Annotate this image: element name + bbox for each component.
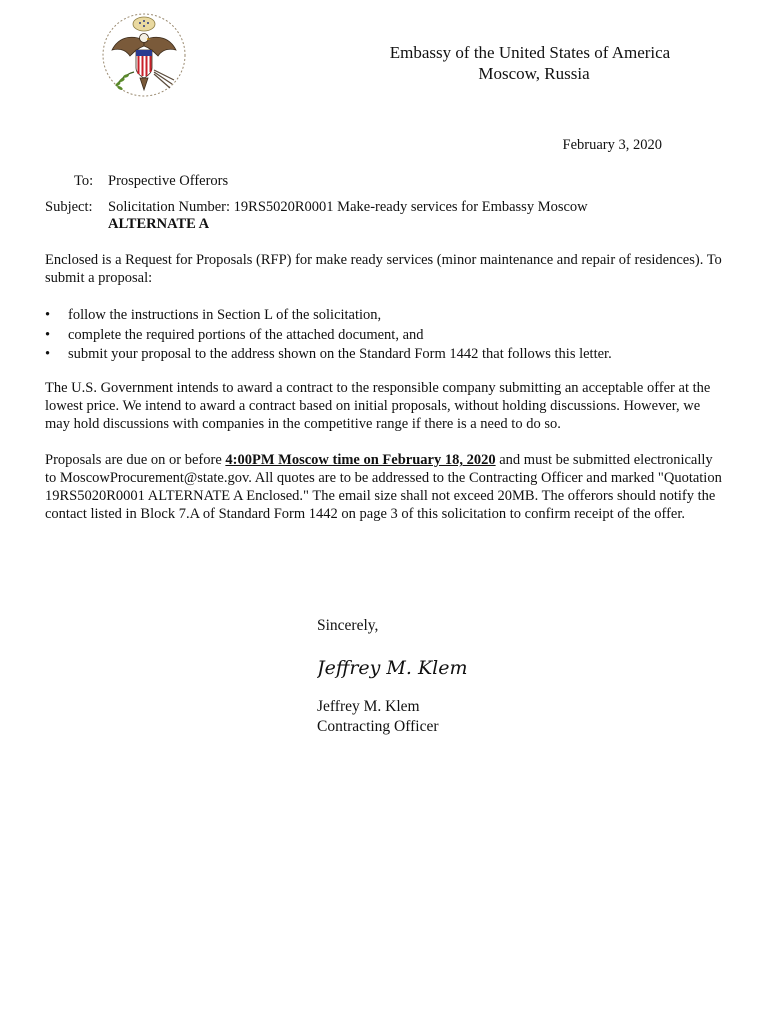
subject-text: Solicitation Number: 19RS5020R0001 Make-ready services for Embassy Moscow: [108, 199, 588, 215]
instruction-list: [45, 306, 725, 365]
due-paragraph: [45, 451, 725, 523]
svg-text:Jeffrey M. Klem: Jeffrey M. Klem: [317, 657, 468, 679]
signer-name: Jeffrey M. Klem: [317, 698, 420, 715]
embassy-name: Embassy of the United States of America: [389, 43, 671, 62]
due-text-before: Proposals are due on or before: [45, 452, 226, 468]
list-item-text: complete the required portions of the attached document, and: [68, 326, 424, 343]
signature-image: [317, 650, 477, 684]
subject-alternate: ALTERNATE A: [108, 216, 210, 232]
due-text-after: and must be submitted electronically to MoscowProcurement@state.gov. All quotes are to be addressed to the Contracting Officer and marked "Quotation 19RS5020R0001 ALTERNATE A Enclosed." The email size shall not exceed 20MB. The offerors should notify the contact listed in Block 7.A of Standard Form 1442 on page 3 of this solicitation to confirm receipt of the offer.: [45, 452, 722, 522]
bullet-icon: •: [45, 307, 51, 323]
subject-value: [108, 199, 588, 233]
bullet-icon: •: [45, 326, 51, 343]
intro-paragraph: Enclosed is a Request for Proposals (RFP) for make ready services (minor maintenance and repair of residences). To submit a proposal:: [45, 252, 722, 286]
embassy-location: Moscow, Russia: [478, 64, 590, 83]
list-item-text: submit your proposal to the address shown on the Standard Form 1442 that follows this letter.: [68, 346, 612, 362]
list-item: [45, 326, 725, 346]
closing: Sincerely,: [317, 617, 379, 634]
list-item: [45, 306, 725, 326]
signer-title: Contracting Officer: [317, 718, 439, 735]
due-deadline: 4:00PM Moscow time on February 18, 2020: [225, 452, 496, 468]
award-paragraph: The U.S. Government intends to award a contract to the responsible company submitting an acceptable offer at the lowest price. We intend to award a contract based on initial proposals, without holding discussions. However, we may hold discussions with companies in the competitive range if there is a need to do so.: [45, 380, 711, 432]
subject-label: Subject:: [45, 199, 93, 215]
to-recipient: Prospective Offerors: [108, 173, 229, 189]
to-label: To:: [74, 173, 94, 189]
letter-date: February 3, 2020: [562, 137, 662, 153]
list-item: [45, 345, 725, 365]
list-item-text: follow the instructions in Section L of the solicitation,: [68, 307, 382, 323]
signer-block: [317, 697, 439, 737]
great-seal-icon: [100, 10, 188, 100]
bullet-icon: •: [45, 346, 51, 362]
letterhead: [370, 42, 690, 84]
